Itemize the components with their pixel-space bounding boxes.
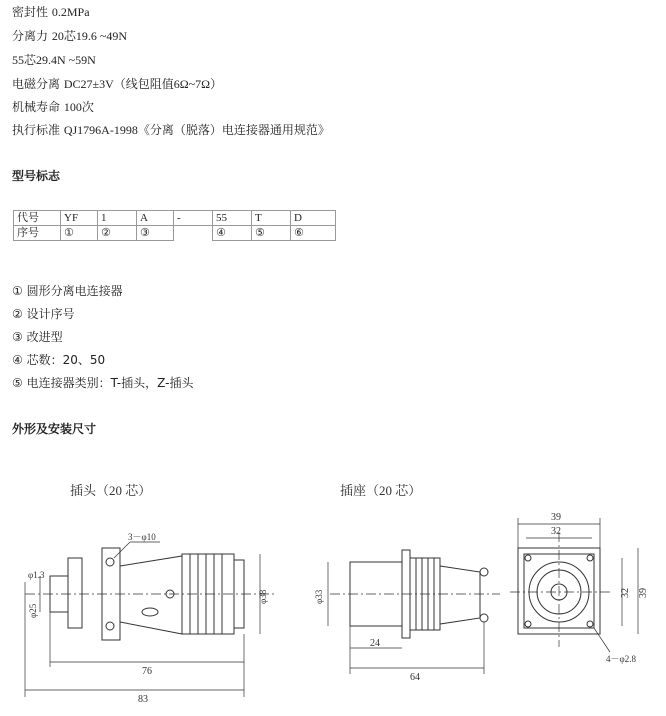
- svg-text:76: 76: [142, 666, 152, 677]
- svg-text:3－φ10: 3－φ10: [128, 532, 156, 542]
- svg-text:32: 32: [551, 526, 561, 537]
- legend-item: ③ 改进型: [12, 330, 63, 344]
- code-cell: D: [291, 211, 336, 226]
- label-len76: [142, 666, 152, 677]
- code-cell: 代号: [14, 211, 61, 226]
- sequence-cell: ②: [98, 226, 137, 241]
- label-w39: [551, 512, 561, 523]
- spec-separation-force-value: 20芯19.6 ~49N: [51, 29, 128, 43]
- label-d38: [258, 589, 268, 604]
- spec-standard: [12, 122, 330, 138]
- spec-seal-label: 密封性: [12, 5, 49, 19]
- label-h39: [638, 588, 649, 598]
- spec-separation-force-label: 分离力: [12, 29, 49, 43]
- model-code-table: [13, 210, 336, 241]
- spec-standard-value: QJ1796A-1998《分离（脱落）电连接器通用规范》: [63, 123, 330, 137]
- label-len83: [138, 694, 148, 705]
- code-cell: T: [252, 211, 291, 226]
- svg-text:φ1.3: φ1.3: [28, 570, 45, 580]
- svg-text:φ38: φ38: [258, 589, 268, 604]
- legend-item: ⑤ 电连接器类别：T-插头，Z-插头: [12, 376, 194, 390]
- spec-electromagnetic-value: DC27±3V（线包阻值6Ω~7Ω）: [63, 77, 223, 91]
- label-holes: [606, 654, 636, 664]
- spec-mechanical-life-label: 机械寿命: [12, 100, 61, 114]
- code-cell: 55: [213, 211, 252, 226]
- model-heading: 型号标志: [12, 169, 61, 183]
- sequence-row: [14, 226, 336, 241]
- svg-text:32: 32: [620, 588, 631, 598]
- dimension-drawing: [10, 462, 660, 712]
- spec-separation-force: [12, 28, 127, 44]
- sequence-cell: ①: [61, 226, 98, 241]
- sequence-cell: ④: [213, 226, 252, 241]
- svg-text:64: 64: [410, 672, 420, 683]
- code-row: [14, 211, 336, 226]
- legend-item: ① 圆形分离电连接器: [12, 284, 123, 298]
- spec-electromagnetic-label: 电磁分离: [12, 77, 61, 91]
- svg-text:插座（20 芯）: 插座（20 芯）: [340, 483, 422, 498]
- code-cell: A: [137, 211, 174, 226]
- spec-separation-force-55: 55芯29.4N ~59N: [12, 53, 96, 67]
- svg-text:插头（20 芯）: 插头（20 芯）: [70, 483, 152, 498]
- svg-text:φ25: φ25: [28, 603, 38, 618]
- sequence-cell: ③: [137, 226, 174, 241]
- sequence-cell: 序号: [14, 226, 61, 241]
- spec-seal-value: 0.2MPa: [51, 5, 90, 19]
- label-h32: [620, 588, 631, 598]
- svg-text:39: 39: [638, 588, 649, 598]
- label-len24: [370, 638, 380, 649]
- svg-text:φ33: φ33: [314, 589, 324, 604]
- label-d33: [314, 589, 324, 604]
- svg-text:83: 83: [138, 694, 148, 705]
- spec-mechanical-life-value: 100次: [63, 100, 94, 114]
- dimensions-heading: 外形及安装尺寸: [12, 422, 97, 436]
- code-cell: YF: [61, 211, 98, 226]
- sequence-cell: ⑥: [291, 226, 336, 241]
- spec-electromagnetic: [12, 76, 222, 92]
- label-len64: [410, 672, 420, 683]
- socket-title: [340, 483, 421, 498]
- legend-item: ④ 芯数：20、50: [12, 353, 106, 367]
- plug-title: [70, 483, 151, 498]
- spec-standard-label: 执行标准: [12, 123, 61, 137]
- label-d13: [28, 570, 45, 580]
- spec-seal: [12, 4, 90, 20]
- svg-text:24: 24: [370, 638, 380, 649]
- code-cell: 1: [98, 211, 137, 226]
- spec-mechanical-life: [12, 99, 94, 115]
- label-w32: [551, 526, 561, 537]
- legend-item: ② 设计序号: [12, 307, 75, 321]
- label-d25: [28, 603, 38, 618]
- sequence-cell: [174, 226, 213, 241]
- sequence-cell: ⑤: [252, 226, 291, 241]
- code-cell: -: [174, 211, 213, 226]
- svg-text:4－φ2.8: 4－φ2.8: [606, 654, 636, 664]
- label-hole-callout: [128, 532, 156, 542]
- svg-text:39: 39: [551, 512, 561, 523]
